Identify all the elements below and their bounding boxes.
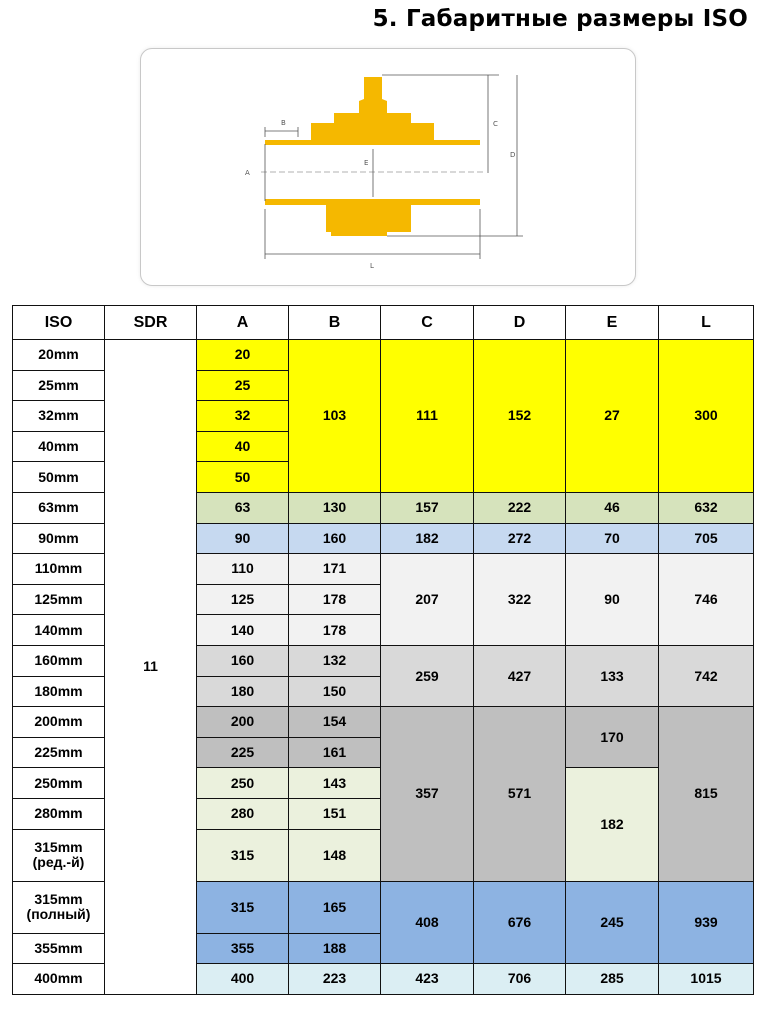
- dimension-diagram: [140, 48, 636, 286]
- b-cell: 154: [289, 707, 381, 738]
- b-cell: 178: [289, 584, 381, 615]
- iso-cell: 110mm: [13, 554, 105, 585]
- iso-cell: 180mm: [13, 676, 105, 707]
- iso-line2: (полный): [26, 906, 91, 922]
- header-c: C: [381, 306, 474, 340]
- a-cell: 90: [197, 523, 289, 554]
- fitting-lower-body: [265, 199, 480, 236]
- b-cell: 188: [289, 933, 381, 964]
- iso-cell: 63mm: [13, 492, 105, 523]
- d-cell-group: 427: [474, 645, 566, 706]
- a-cell: 250: [197, 768, 289, 799]
- e-cell: 70: [566, 523, 659, 554]
- e-cell-group: 245: [566, 881, 659, 964]
- header-e: E: [566, 306, 659, 340]
- e-cell-group: 133: [566, 645, 659, 706]
- header-sdr: SDR: [105, 306, 197, 340]
- a-cell: 315: [197, 829, 289, 881]
- a-cell: 160: [197, 645, 289, 676]
- b-cell: 165: [289, 881, 381, 933]
- a-cell: 110: [197, 554, 289, 585]
- c-cell: 157: [381, 492, 474, 523]
- c-cell-group: 111: [381, 340, 474, 493]
- l-cell: 1015: [659, 964, 754, 995]
- table-row: [13, 340, 754, 371]
- iso-cell: 125mm: [13, 584, 105, 615]
- e-cell-group: 90: [566, 554, 659, 646]
- iso-line1: 315mm: [34, 839, 83, 855]
- c-cell-group: 408: [381, 881, 474, 964]
- a-cell: 63: [197, 492, 289, 523]
- b-cell: 161: [289, 737, 381, 768]
- header-row: [13, 306, 754, 340]
- iso-cell: 225mm: [13, 737, 105, 768]
- a-cell: 40: [197, 431, 289, 462]
- a-cell: 32: [197, 401, 289, 432]
- a-cell: 400: [197, 964, 289, 995]
- e-cell-group: 27: [566, 340, 659, 493]
- iso-cell: 355mm: [13, 933, 105, 964]
- b-cell: 151: [289, 798, 381, 829]
- iso-cell: 20mm: [13, 340, 105, 371]
- b-cell: 132: [289, 645, 381, 676]
- d-cell-group: 571: [474, 707, 566, 881]
- l-cell-group: 815: [659, 707, 754, 881]
- fitting-drawing: [141, 49, 635, 285]
- iso-cell: 280mm: [13, 798, 105, 829]
- b-cell: 223: [289, 964, 381, 995]
- a-cell: 20: [197, 340, 289, 371]
- iso-cell: 200mm: [13, 707, 105, 738]
- iso-cell: 40mm: [13, 431, 105, 462]
- header-b: B: [289, 306, 381, 340]
- header-iso: ISO: [13, 306, 105, 340]
- a-cell: 355: [197, 933, 289, 964]
- iso-cell: [13, 881, 105, 933]
- a-cell: 280: [197, 798, 289, 829]
- iso-cell: 50mm: [13, 462, 105, 493]
- label-b: B: [281, 119, 286, 127]
- iso-cell: 90mm: [13, 523, 105, 554]
- iso-line1: 315mm: [34, 891, 83, 907]
- a-cell: 180: [197, 676, 289, 707]
- iso-cell: 160mm: [13, 645, 105, 676]
- label-d: D: [510, 151, 516, 159]
- l-cell-group: 742: [659, 645, 754, 706]
- e-cell: 46: [566, 492, 659, 523]
- c-cell: 182: [381, 523, 474, 554]
- d-cell: 272: [474, 523, 566, 554]
- b-cell: 160: [289, 523, 381, 554]
- e-cell-group: 170: [566, 707, 659, 768]
- e-cell-group: 182: [566, 768, 659, 881]
- l-cell: 705: [659, 523, 754, 554]
- e-cell: 285: [566, 964, 659, 995]
- d-cell-group: 676: [474, 881, 566, 964]
- label-e: E: [364, 159, 369, 167]
- c-cell-group: 207: [381, 554, 474, 646]
- a-cell: 225: [197, 737, 289, 768]
- label-c: C: [493, 120, 498, 128]
- b-cell: 150: [289, 676, 381, 707]
- b-cell: 143: [289, 768, 381, 799]
- label-a: A: [245, 169, 250, 177]
- b-cell: 171: [289, 554, 381, 585]
- a-cell: 140: [197, 615, 289, 646]
- d-cell: 222: [474, 492, 566, 523]
- d-cell-group: 152: [474, 340, 566, 493]
- b-cell-group: 103: [289, 340, 381, 493]
- b-cell: 130: [289, 492, 381, 523]
- a-cell: 315: [197, 881, 289, 933]
- l-cell: 632: [659, 492, 754, 523]
- l-cell-group: 746: [659, 554, 754, 646]
- iso-cell: 140mm: [13, 615, 105, 646]
- sdr-cell: 11: [105, 340, 197, 995]
- a-cell: 200: [197, 707, 289, 738]
- a-cell: 50: [197, 462, 289, 493]
- d-cell-group: 322: [474, 554, 566, 646]
- fitting-upper-body: [265, 77, 480, 145]
- dimensions-table: [12, 305, 754, 995]
- header-l: L: [659, 306, 754, 340]
- iso-line2: (ред.-й): [32, 854, 85, 870]
- header-d: D: [474, 306, 566, 340]
- iso-cell: 250mm: [13, 768, 105, 799]
- iso-cell: 25mm: [13, 370, 105, 401]
- iso-cell: 400mm: [13, 964, 105, 995]
- c-cell-group: 259: [381, 645, 474, 706]
- label-l: L: [370, 262, 374, 270]
- l-cell-group: 300: [659, 340, 754, 493]
- c-cell-group: 357: [381, 707, 474, 881]
- iso-cell: 32mm: [13, 401, 105, 432]
- d-cell: 706: [474, 964, 566, 995]
- header-a: A: [197, 306, 289, 340]
- b-cell: 148: [289, 829, 381, 881]
- l-cell-group: 939: [659, 881, 754, 964]
- iso-cell: [13, 829, 105, 881]
- a-cell: 25: [197, 370, 289, 401]
- c-cell: 423: [381, 964, 474, 995]
- a-cell: 125: [197, 584, 289, 615]
- page-title: 5. Габаритные размеры ISO: [372, 6, 748, 32]
- b-cell: 178: [289, 615, 381, 646]
